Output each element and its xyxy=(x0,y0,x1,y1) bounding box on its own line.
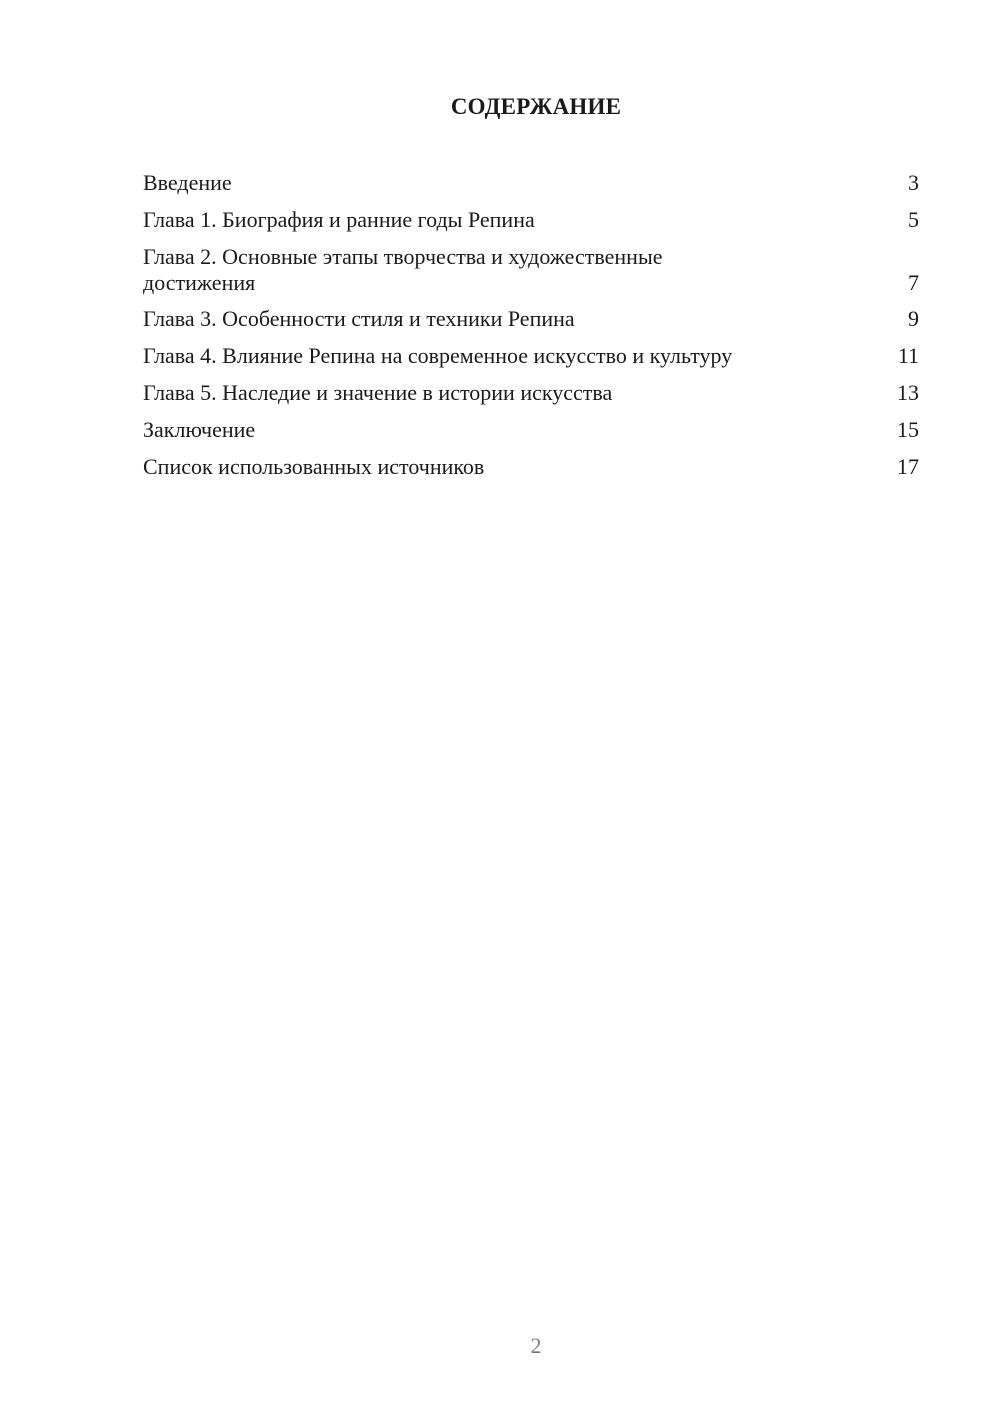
toc-entry-page: 15 xyxy=(897,417,919,442)
toc-entry-page: 9 xyxy=(908,306,919,331)
toc-entry-references xyxy=(143,454,919,480)
toc-entry-title: Глава 4. Влияние Репина на современное искусство и культуру xyxy=(143,343,733,368)
toc-heading: СОДЕРЖАНИЕ xyxy=(450,94,622,119)
toc-entry-conclusion xyxy=(143,417,919,443)
toc-entry-title: Глава 5. Наследие и значение в истории искусства xyxy=(143,380,613,405)
toc-entry-title: Глава 2. Основные этапы творчества и художественные достижения xyxy=(143,244,663,295)
toc-entry-title: Заключение xyxy=(143,417,256,442)
toc-entry-title: Глава 3. Особенности стиля и техники Репина xyxy=(143,306,575,331)
toc-entry-chapter-2 xyxy=(143,244,919,296)
toc-entry-introduction xyxy=(143,170,919,196)
toc-entry-page: 13 xyxy=(897,380,919,405)
toc-entry-chapter-3 xyxy=(143,306,919,332)
toc-entry-page: 17 xyxy=(897,454,919,479)
toc-entry-page: 11 xyxy=(897,343,919,368)
toc-entry-chapter-5 xyxy=(143,380,919,406)
toc-entry-chapter-4 xyxy=(143,343,919,369)
toc-entry-page: 3 xyxy=(908,170,919,195)
toc-entry-page: 5 xyxy=(908,207,919,232)
toc-entry-chapter-1 xyxy=(143,207,919,233)
toc-entry-title: Введение xyxy=(143,170,232,195)
page-number: 2 xyxy=(530,1333,542,1358)
toc-entry-title: Глава 1. Биография и ранние годы Репина xyxy=(143,207,535,232)
toc-entry-page: 7 xyxy=(908,270,919,295)
table-of-contents xyxy=(143,170,919,491)
toc-entry-title: Список использованных источников xyxy=(143,454,485,479)
